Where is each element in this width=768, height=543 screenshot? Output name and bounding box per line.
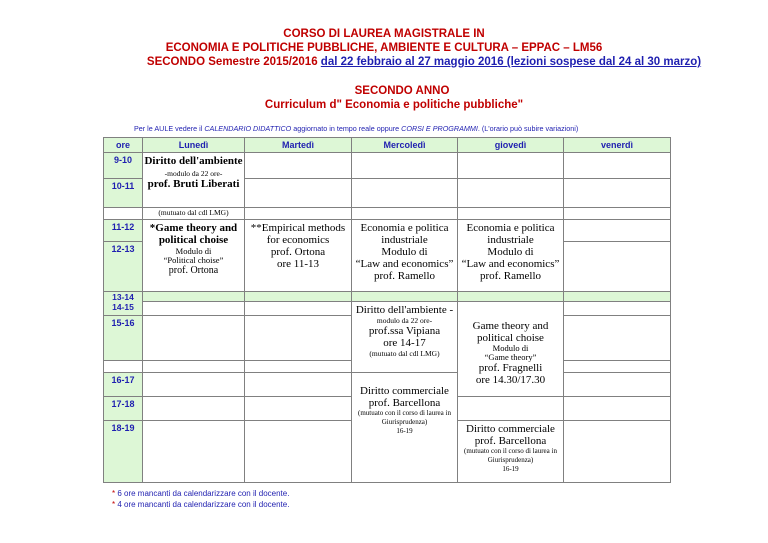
empty-cell [245, 179, 352, 208]
lunch-break [143, 292, 245, 302]
lesson-prof: prof. Ortona [168, 265, 219, 276]
empty-cell [245, 153, 352, 179]
hour-17-18: 17-18 [104, 397, 143, 421]
header-martedi: Martedì [245, 138, 352, 153]
lesson-prof: prof.ssa Vipiana [368, 325, 441, 337]
lunch-break [352, 292, 458, 302]
empty-cell [245, 361, 352, 373]
hour-9-10: 9-10 [104, 153, 143, 179]
empty-cell [104, 208, 143, 220]
lesson-mutuato: (mutuato con il corso di laurea in Giurisprudenza) [464, 447, 557, 464]
lesson-module: Modulo di [381, 246, 428, 258]
lesson-title: Diritto dell'ambiente - [355, 304, 454, 316]
hour-18-19: 18-19 [104, 421, 143, 483]
curriculum-label: Curriculum d" Economia e politiche pubbliche" [264, 99, 524, 111]
lesson-economia-industriale-mercoledi [352, 220, 458, 292]
lesson-module: Modulo di [487, 246, 534, 258]
empty-cell [564, 179, 671, 208]
lesson-module: Modulo di [175, 246, 212, 256]
header-giovedi: giovedì [458, 138, 564, 153]
lesson-time: 16-19 [396, 427, 413, 435]
lesson-economia-industriale-giovedi [458, 220, 564, 292]
aule-note [134, 124, 578, 133]
lesson-mutuato: (mutuato dal cdl LMG) [143, 208, 245, 220]
empty-cell [143, 302, 245, 316]
lesson-module-name: “Law and economics” [355, 258, 454, 270]
empty-cell [104, 361, 143, 373]
footnote-star: * [112, 500, 116, 509]
lunch-break [564, 292, 671, 302]
lesson-module-name: “Game theory” [484, 352, 537, 362]
corsi-link[interactable]: CORSI E PROGRAMMI [401, 124, 478, 133]
semester-dates-link[interactable]: dal 22 febbraio al 27 maggio 2016 (lezioni sospese dal 24 al 30 marzo) [320, 56, 702, 68]
lesson-note: -modulo da 22 ore- [164, 169, 223, 178]
footnote-text: 6 ore mancanti da calendarizzare con il docente. [115, 489, 290, 498]
lesson-module: Modulo di [492, 343, 529, 353]
empty-cell [458, 179, 564, 208]
empty-cell [245, 397, 352, 421]
lesson-time: ore 11-13 [276, 258, 320, 270]
empty-cell [564, 242, 671, 292]
aule-note-middle: aggiornato in tempo reale oppure [291, 124, 402, 133]
lesson-title: **Empirical methods for economics [250, 222, 346, 246]
footnote-1 [112, 488, 289, 499]
semester-line [40, 55, 768, 69]
empty-cell [245, 208, 352, 220]
empty-cell [564, 220, 671, 242]
lesson-prof: prof. Ortona [270, 246, 326, 258]
lesson-time: 16-19 [502, 465, 519, 473]
lesson-prof: prof. Ramello [479, 270, 542, 282]
year-label: SECONDO ANNO [354, 85, 450, 97]
lesson-prof: prof. Bruti Liberati [147, 178, 240, 190]
lesson-title: Economia e politica industriale [466, 222, 555, 246]
lesson-note: modulo da 22 ore- [376, 316, 433, 325]
lesson-prof: prof. Fragnelli [478, 362, 543, 374]
empty-cell [458, 208, 564, 220]
empty-cell [564, 361, 671, 373]
lesson-title: Diritto commerciale [466, 423, 555, 435]
header-ore: ore [104, 138, 143, 153]
lesson-game-theory-lunedi [143, 220, 245, 292]
course-title: CORSO DI LAUREA MAGISTRALE IN [283, 28, 485, 40]
empty-cell [564, 397, 671, 421]
calendar-link[interactable]: CALENDARIO DIDATTICO [204, 124, 292, 133]
hour-10-11: 10-11 [104, 179, 143, 208]
program-name: ECONOMIA E POLITICHE PUBBLICHE, AMBIENTE E CULTURA – EPPAC – LM56 [165, 42, 603, 54]
empty-cell [143, 421, 245, 483]
aule-note-prefix: Per le AULE vedere il [134, 124, 205, 133]
hour-16-17: 16-17 [104, 373, 143, 397]
empty-cell [458, 397, 564, 421]
lesson-mutuato: (mutuato con il corso di laurea in Giurisprudenza) [358, 409, 451, 426]
empty-cell [245, 373, 352, 397]
empty-cell [352, 153, 458, 179]
lesson-title: *Game theory and political choise [149, 222, 238, 246]
empty-cell [564, 421, 671, 483]
lesson-title: Diritto dell'ambiente [144, 155, 243, 167]
hour-13-15: 13-14 14-15 [104, 292, 143, 316]
lesson-diritto-ambiente-mercoledi [352, 302, 458, 373]
footnote-text: 4 ore mancanti da calendarizzare con il docente. [115, 500, 290, 509]
empty-cell [143, 316, 245, 361]
empty-cell [564, 208, 671, 220]
lesson-prof: prof. Ramello [373, 270, 436, 282]
empty-cell [352, 179, 458, 208]
footnote-2 [112, 499, 289, 510]
empty-cell [245, 316, 352, 361]
empty-cell [143, 373, 245, 397]
semester-label: SECONDO Semestre 2015/2016 [146, 56, 321, 68]
hour-11-12: 11-12 [104, 220, 143, 242]
lesson-diritto-ambiente-lunedi [143, 153, 245, 208]
lesson-time: ore 14-17 [383, 337, 426, 349]
lesson-game-theory-giovedi [458, 302, 564, 397]
empty-cell [245, 302, 352, 316]
lunch-break [245, 292, 352, 302]
lesson-module-name: “Law and economics” [461, 258, 560, 270]
timetable [103, 137, 671, 483]
lesson-diritto-commerciale-giovedi [458, 421, 564, 483]
lesson-mutuato: (mutuato dal cdl LMG) [369, 349, 440, 358]
lesson-prof: prof. Barcellona [368, 397, 441, 409]
empty-cell [143, 397, 245, 421]
empty-cell [143, 361, 245, 373]
lesson-title: Diritto commerciale [360, 385, 449, 397]
header-mercoledi: Mercoledì [352, 138, 458, 153]
empty-cell [564, 153, 671, 179]
empty-cell [564, 373, 671, 397]
empty-cell [564, 302, 671, 316]
lesson-time: ore 14.30/17.30 [475, 374, 546, 386]
hour-12-13: 12-13 [104, 242, 143, 292]
header-venerdi: venerdì [564, 138, 671, 153]
empty-cell [564, 316, 671, 361]
empty-cell [245, 421, 352, 483]
lesson-prof: prof. Barcellona [474, 435, 547, 447]
aule-note-suffix: . (L'orario può subire variazioni) [477, 124, 579, 133]
header-lunedi: Lunedì [143, 138, 245, 153]
footnote-star: * [112, 489, 116, 498]
footnotes [112, 488, 289, 510]
lunch-break [458, 292, 564, 302]
lesson-title: Economia e politica industriale [360, 222, 449, 246]
lesson-diritto-commerciale-mercoledi [352, 373, 458, 483]
empty-cell [352, 208, 458, 220]
hour-15-16: 15-16 [104, 316, 143, 361]
lesson-title: Game theory and political choise [472, 320, 549, 344]
lesson-module-name: “Political choise” [163, 255, 224, 265]
lesson-empirical-methods [245, 220, 352, 292]
empty-cell [458, 153, 564, 179]
